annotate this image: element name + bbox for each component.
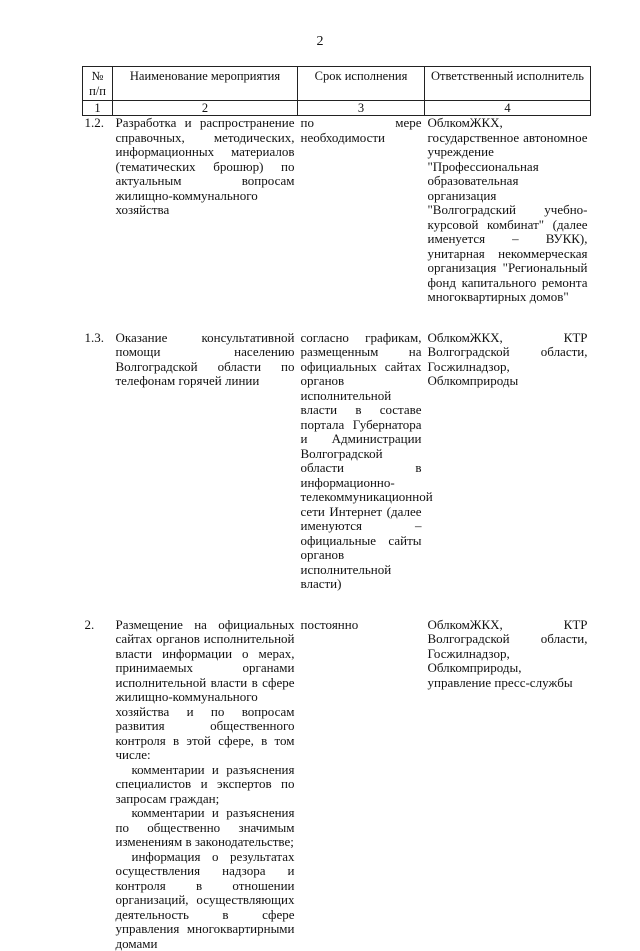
table-row — [83, 331, 591, 618]
row-number: 2. — [83, 618, 113, 951]
column-number: 1 — [83, 101, 113, 116]
events-table — [82, 66, 591, 951]
header-name: Наименование мероприятия — [113, 67, 298, 101]
header-num: № п/п — [83, 67, 113, 101]
row-executor: ОблкомЖКХ, государственное автономное учреждение "Профессиональная образовательная организация "Волгоградский учебно-курсовой комбинат" (далее именуется – ВУКК), унитарная некоммерческая организация "Региональный фонд капитального ремонта многоквартирных домов" — [425, 116, 591, 331]
row-deadline: постоянно — [298, 618, 425, 951]
row-event-name — [113, 618, 298, 951]
column-number: 4 — [425, 101, 591, 116]
table-column-numbers-row — [83, 101, 591, 116]
page-number: 2 — [0, 34, 640, 50]
event-subitem: комментарии и разъяснения специалистов и экспертов по запросам граждан; — [116, 763, 295, 807]
row-executor: ОблкомЖКХ, КТР Волгоградской области, Госжилнадзор, Облкомприроды, управление пресс-службы — [425, 618, 591, 951]
event-subitem: комментарии и разъяснения по общественно значимым изменениям в законодательстве; — [116, 806, 295, 850]
row-deadline: по мере необходимости — [298, 116, 425, 331]
column-number: 2 — [113, 101, 298, 116]
row-event-name: Оказание консультативной помощи населению Волгоградской области по телефонам горячей линии — [113, 331, 298, 618]
column-number: 3 — [298, 101, 425, 116]
row-number: 1.3. — [83, 331, 113, 618]
header-executor: Ответственный исполнитель — [425, 67, 591, 101]
row-event-name: Разработка и распространение справочных, методических, информационных материалов (тематических брошюр) по актуальным вопросам жилищно-коммунального хозяйства — [113, 116, 298, 331]
table-row — [83, 618, 591, 951]
header-deadline: Срок исполнения — [298, 67, 425, 101]
table-header-row — [83, 67, 591, 101]
row-executor: ОблкомЖКХ, КТР Волгоградской области, Госжилнадзор, Облкомприроды — [425, 331, 591, 618]
event-subitem: информация о результатах осуществления надзора и контроля в отношении организаций, осуществляющих деятельность в сфере управления многоквартирными домами — [116, 850, 295, 951]
event-paragraph: Размещение на официальных сайтах органов исполнительной власти информации о мерах, принимаемых органами исполнительной власти в сфере жилищно-коммунального хозяйства и по вопросам развития общественного контроля в этой сфере, в том числе: — [116, 618, 295, 763]
row-number: 1.2. — [83, 116, 113, 331]
row-deadline: согласно графикам, размещенным на официальных сайтах органов исполнительной власти в составе портала Губернатора и Администрации Волгоградской области в информационно-телекоммуникационной сети Интернет (далее именуются – официальные сайты органов исполнительной власти) — [298, 331, 425, 618]
table-row — [83, 116, 591, 331]
